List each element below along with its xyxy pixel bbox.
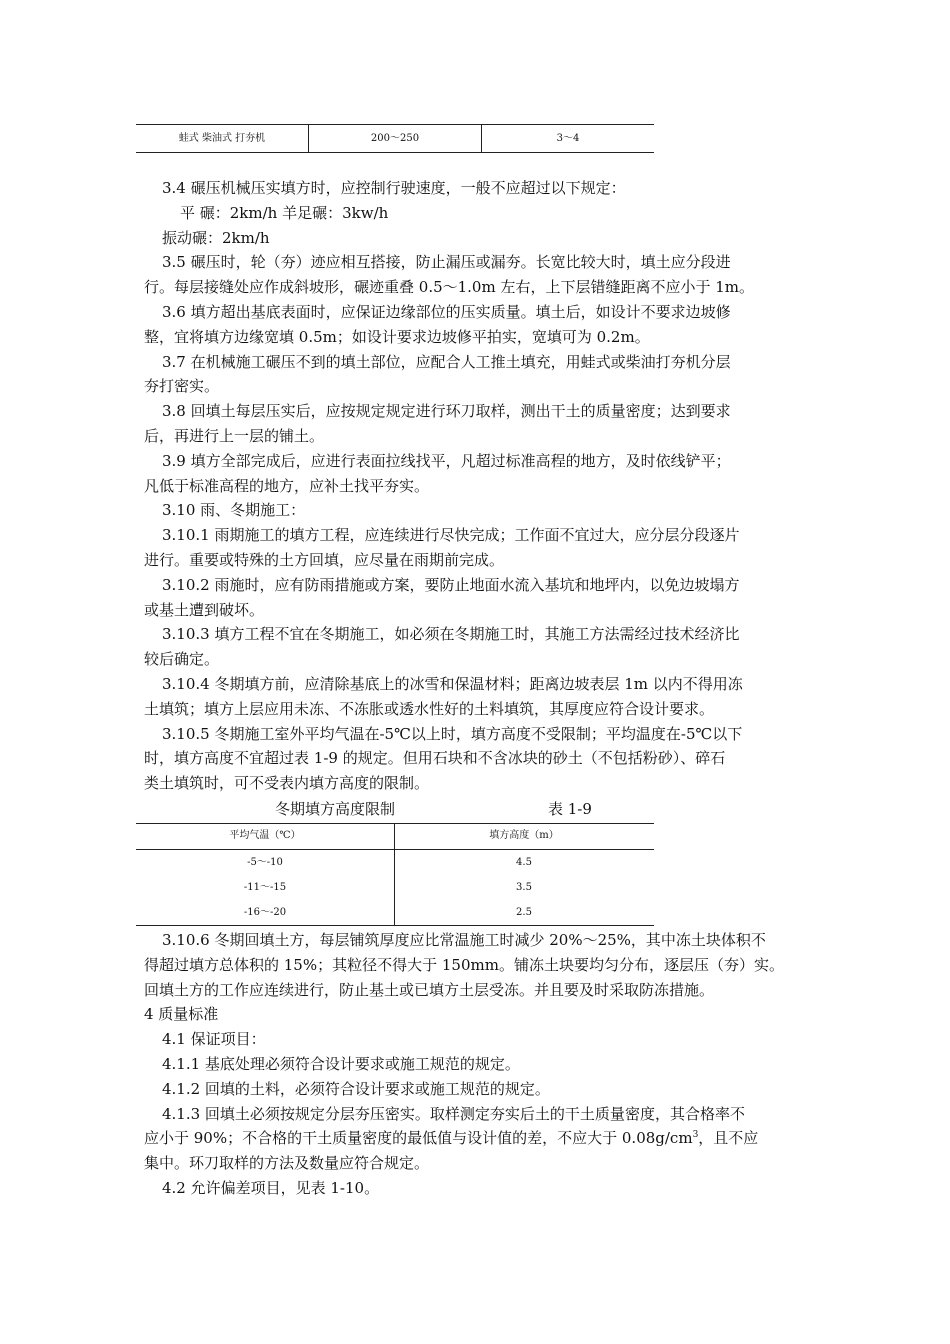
table-header-rule bbox=[136, 849, 654, 850]
paragraph-line: 较后确定。 bbox=[144, 650, 220, 669]
table-title: 冬期填方高度限制 bbox=[275, 800, 396, 818]
superscript: 3 bbox=[692, 1130, 699, 1141]
paragraph-line: 4.2 允许偏差项目，见表 1-10。 bbox=[162, 1178, 380, 1197]
paragraph-line: 集中。环刀取样的方法及数量应符合规定。 bbox=[144, 1154, 430, 1173]
paragraph-line: 3.10 雨、冬期施工： bbox=[162, 501, 306, 520]
table-number: 表 1-9 bbox=[548, 800, 592, 818]
table-cell-temperature: -16～-20 bbox=[243, 907, 287, 918]
paragraph-line: 行。每层接缝处应作成斜坡形，碾迹重叠 0.5～1.0m 左右，上下层错缝距离不应小于 1m。 bbox=[144, 278, 755, 297]
winter-fill-height-table bbox=[136, 823, 654, 926]
paragraph-line: 4.1.2 回填的土料，必须符合设计要求或施工规范的规定。 bbox=[162, 1079, 550, 1098]
paragraph-line: 3.10.4 冬期填方前，应清除基底上的冰雪和保温材料；距离边坡表层 1m 以内不得用冻 bbox=[162, 674, 743, 693]
body-text-section-3 bbox=[144, 176, 824, 796]
table-cell-height: 4.5 bbox=[516, 857, 532, 868]
paragraph-line: 3.10.1 雨期施工的填方工程，应连续进行尽快完成；工作面不宜过大，应分层分段逐片 bbox=[162, 526, 740, 545]
table-header-height: 填方高度（m） bbox=[489, 830, 559, 841]
paragraph-line: 3.8 回填土每层压实后，应按规定规定进行环刀取样，测出干土的质量密度；达到要求 bbox=[162, 402, 731, 421]
table-cell-height: 3.5 bbox=[516, 882, 532, 893]
paragraph-line: 3.9 填方全部完成后，应进行表面拉线找平，凡超过标准高程的地方，及时依线铲平； bbox=[162, 451, 731, 470]
paragraph-line: 得超过填方总体积的 15%；其粒径不得大于 150mm。铺冻土块要均匀分布，逐层压（夯）实。 bbox=[144, 955, 784, 974]
compaction-table-fragment bbox=[136, 124, 654, 153]
paragraph-line: 土填筑；填方上层应用未冻、不冻胀或透水性好的土料填筑，其厚度应符合设计要求。 bbox=[144, 699, 715, 718]
paragraph-line: 3.10.6 冬期回填土方，每层铺筑厚度应比常温施工时减少 20%～25%，其中冻土块体积不 bbox=[162, 931, 766, 949]
paragraph-line: 3.4 碾压机械压实填方时，应控制行驶速度，一般不应超过以下规定： bbox=[162, 179, 626, 197]
table-cell-temperature: -11～-15 bbox=[243, 882, 287, 893]
paragraph-line: 3.7 在机械施工碾压不到的填土部位，应配合人工推土填充，用蛙式或柴油打夯机分层 bbox=[162, 352, 731, 371]
paragraph-line: 3.10.3 填方工程不宜在冬期施工，如必须在冬期施工时，其施工方法需经过技术经济比 bbox=[162, 625, 740, 644]
paragraph-line: 类土填筑时，可不受表内填方高度的限制。 bbox=[144, 774, 430, 793]
paragraph-line: 后，再进行上一层的铺土。 bbox=[144, 426, 325, 445]
section-heading: 4 质量标准 bbox=[144, 1005, 219, 1024]
density-text: 应小于 90%；不合格的干土质量密度的最低值与设计值的差，不应大于 0.08g/cm bbox=[144, 1129, 693, 1148]
table-cell-thickness: 200～250 bbox=[309, 125, 482, 152]
paragraph-line: 时，填方高度不宜超过表 1-9 的规定。但用石块和不含冰块的砂土（不包括粉砂）、碎石 bbox=[144, 749, 726, 768]
paragraph-line: 或基土遭到破坏。 bbox=[144, 600, 265, 619]
density-text-end: ，且不应 bbox=[698, 1129, 759, 1148]
paragraph-line: 4.1.1 基底处理必须符合设计要求或施工规范的规定。 bbox=[162, 1054, 520, 1073]
table-cell-height: 2.5 bbox=[516, 907, 532, 918]
paragraph-line bbox=[144, 1126, 824, 1151]
paragraph-line: 4.1.3 回填土必须按规定分层夯压密实。取样测定夯实后土的干土质量密度，其合格率不 bbox=[162, 1104, 745, 1123]
paragraph-line: 3.10.5 冬期施工室外平均气温在-5℃以上时，填方高度不受限制；平均温度在-5℃以下 bbox=[162, 724, 743, 743]
paragraph-line: 凡低于标准高程的地方，应补土找平夯实。 bbox=[144, 476, 430, 495]
table-cell-machine: 蛙式 柴油式 打夯机 bbox=[136, 125, 309, 152]
body-text-section-4 bbox=[144, 928, 824, 1201]
table-header-temperature: 平均气温（℃） bbox=[229, 830, 301, 841]
table-cell-temperature: -5～-10 bbox=[247, 857, 283, 868]
paragraph-line: 进行。重要或特殊的土方回填，应尽量在雨期前完成。 bbox=[144, 550, 505, 569]
paragraph-line: 振动碾：2km/h bbox=[162, 228, 270, 247]
paragraph-line: 整，宜将填方边缘宽填 0.5m；如设计要求边坡修平拍实，宽填可为 0.2m。 bbox=[144, 327, 650, 346]
paragraph-line: 3.10.2 雨施时，应有防雨措施或方案，要防止地面水流入基坑和地坪内，以免边坡塌方 bbox=[162, 575, 740, 594]
paragraph-line: 平 碾：2km/h 羊足碾：3kw/h bbox=[180, 203, 389, 222]
paragraph-line: 夯打密实。 bbox=[144, 377, 220, 396]
paragraph-line: 回填土方的工作应连续进行，防止基土或已填方土层受冻。并且要及时采取防冻措施。 bbox=[144, 980, 715, 999]
paragraph-line: 3.6 填方超出基底表面时，应保证边缘部位的压实质量。填土后，如设计不要求边坡修 bbox=[162, 302, 731, 321]
table-cell-passes: 3～4 bbox=[556, 133, 580, 144]
paragraph-line: 3.5 碾压时，轮（夯）迹应相互搭接，防止漏压或漏夯。长宽比较大时，填土应分段进 bbox=[162, 253, 731, 272]
paragraph-line: 4.1 保证项目： bbox=[162, 1030, 266, 1049]
